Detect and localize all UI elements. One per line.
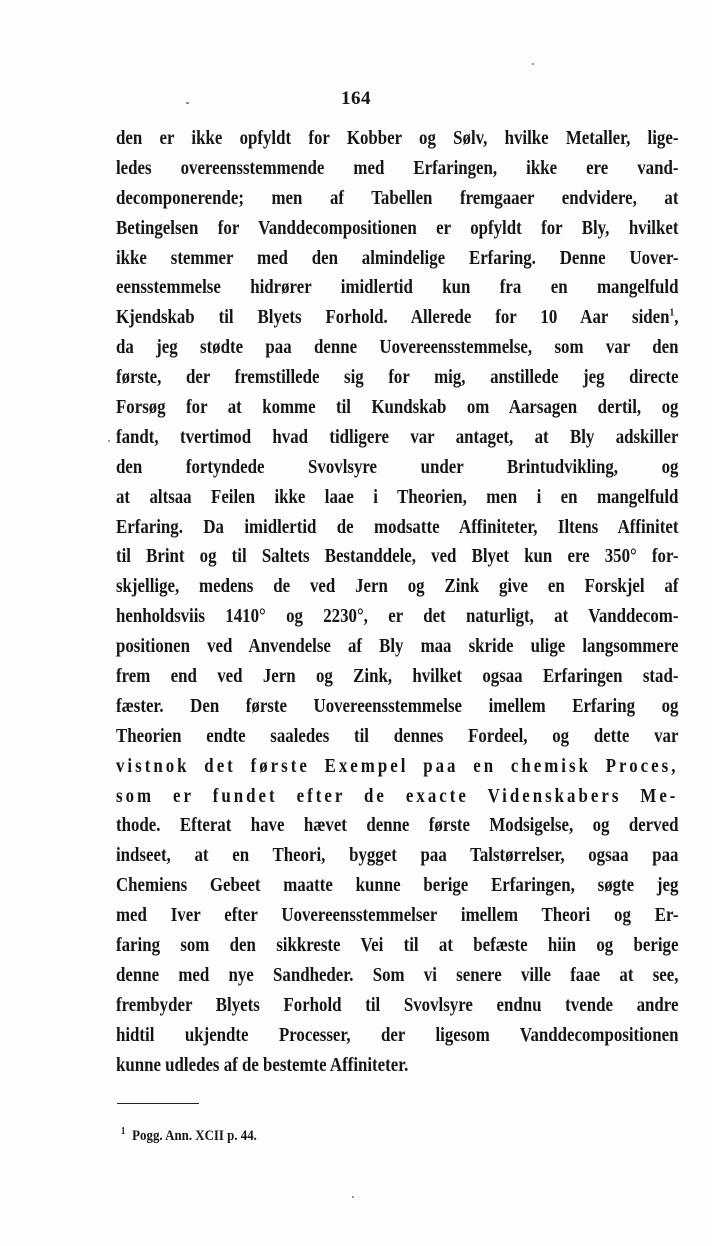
text-line: den er ikke opfyldt for Kobber og Sølv, hvilke Metaller, lige- bbox=[116, 128, 679, 149]
footnote-divider bbox=[117, 1103, 199, 1104]
text-line: første, der fremstillede sig for mig, anstillede jeg directe bbox=[116, 367, 679, 389]
text-line: decomponerende; men af Tabellen fremgaaer endvidere, at bbox=[116, 187, 679, 209]
text-line: hidtil ukjendte Processer, der ligesom Vanddecompositionen bbox=[116, 1024, 679, 1046]
text-line-content: Kjendskab til Blyets Forhold. Allerede for 10 Aar siden bbox=[116, 307, 670, 329]
text-line: Chemiens Gebeet maatte kunne berige Erfaringen, søgte jeg bbox=[116, 875, 679, 897]
text-line: skjellige, medens de ved Jern og Zink give en Forskjel af bbox=[116, 576, 679, 598]
text-line: Erfaring. Da imidlertid de modsatte Affiniteter, Iltens Affinitet bbox=[116, 516, 679, 538]
print-speck bbox=[186, 102, 189, 104]
page-number: 164 bbox=[341, 88, 371, 109]
text-line: Betingelsen for Vanddecompositionen er opfyldt for Bly, hvilket bbox=[116, 217, 679, 239]
text-line: frembyder Blyets Forhold til Svovlsyre endnu tvende andre bbox=[116, 994, 679, 1016]
text-line: da jeg stødte paa denne Uovereensstemmelse, som var den bbox=[116, 337, 679, 359]
text-line-spaced: som er fundet efter de exacte Videnskabers Me- bbox=[116, 785, 679, 807]
text-line: ledes overeensstemmende med Erfaringen, ikke ere vand- bbox=[116, 157, 679, 179]
text-line: fæster. Den første Uovereensstemmelse imellem Erfaring og bbox=[116, 695, 679, 717]
text-line-last: kunne udledes af de bestemte Affiniteter. bbox=[116, 1054, 409, 1076]
text-line: med Iver efter Uovereensstemmelser imellem Theori og Er- bbox=[116, 905, 679, 927]
print-speck bbox=[108, 440, 110, 442]
text-line: at altsaa Feilen ikke laae i Theorien, men i en mangelfuld bbox=[116, 486, 679, 508]
text-line: Forsøg for at komme til Kundskab om Aarsagen dertil, og bbox=[116, 397, 679, 419]
print-speck bbox=[532, 63, 534, 65]
text-line: frem end ved Jern og Zink, hvilket ogsaa Erfaringen stad- bbox=[116, 666, 679, 688]
text-line: henholdsviis 1410° og 2230°, er det naturligt, at Vanddecom- bbox=[116, 606, 679, 628]
text-line-with-footnote bbox=[116, 303, 678, 333]
text-line-tail: , bbox=[674, 307, 679, 329]
text-line: positionen ved Anvendelse af Bly maa skride ulige langsommere bbox=[116, 636, 679, 658]
text-line-spaced: vistnok det første Exempel paa en chemisk Proces, bbox=[116, 755, 679, 777]
text-line: thode. Efterat have hævet denne første Modsigelse, og derved bbox=[116, 815, 679, 837]
print-speck bbox=[352, 1196, 354, 1198]
text-line: den fortyndede Svovlsyre under Brintudvikling, og bbox=[116, 456, 679, 478]
text-line: eensstemmelse hidrører imidlertid kun fra en mangelfuld bbox=[116, 277, 679, 299]
text-line: ikke stemmer med den almindelige Erfaring. Denne Uover- bbox=[116, 247, 679, 269]
text-line: Theorien endte saaledes til dennes Fordeel, og dette var bbox=[116, 725, 679, 747]
text-line: til Brint og til Saltets Bestanddele, ved Blyet kun ere 350° for- bbox=[116, 546, 679, 568]
footnote-reference: 1 bbox=[669, 306, 675, 319]
footnote-text: Pogg. Ann. XCII p. 44. bbox=[132, 1128, 257, 1144]
footnote-mark: 1 bbox=[121, 1126, 126, 1137]
text-line: fandt, tvertimod hvad tidligere var antaget, at Bly adskiller bbox=[116, 426, 679, 448]
body-text bbox=[116, 124, 679, 1081]
text-line: faring som den sikkreste Vei til at befæste hiin og berige bbox=[116, 935, 679, 957]
text-line: denne med nye Sandheder. Som vi senere ville faae at see, bbox=[116, 964, 679, 986]
text-line: indseet, at en Theori, bygget paa Talstørrelser, ogsaa paa bbox=[116, 845, 679, 867]
footnote bbox=[121, 1128, 257, 1145]
